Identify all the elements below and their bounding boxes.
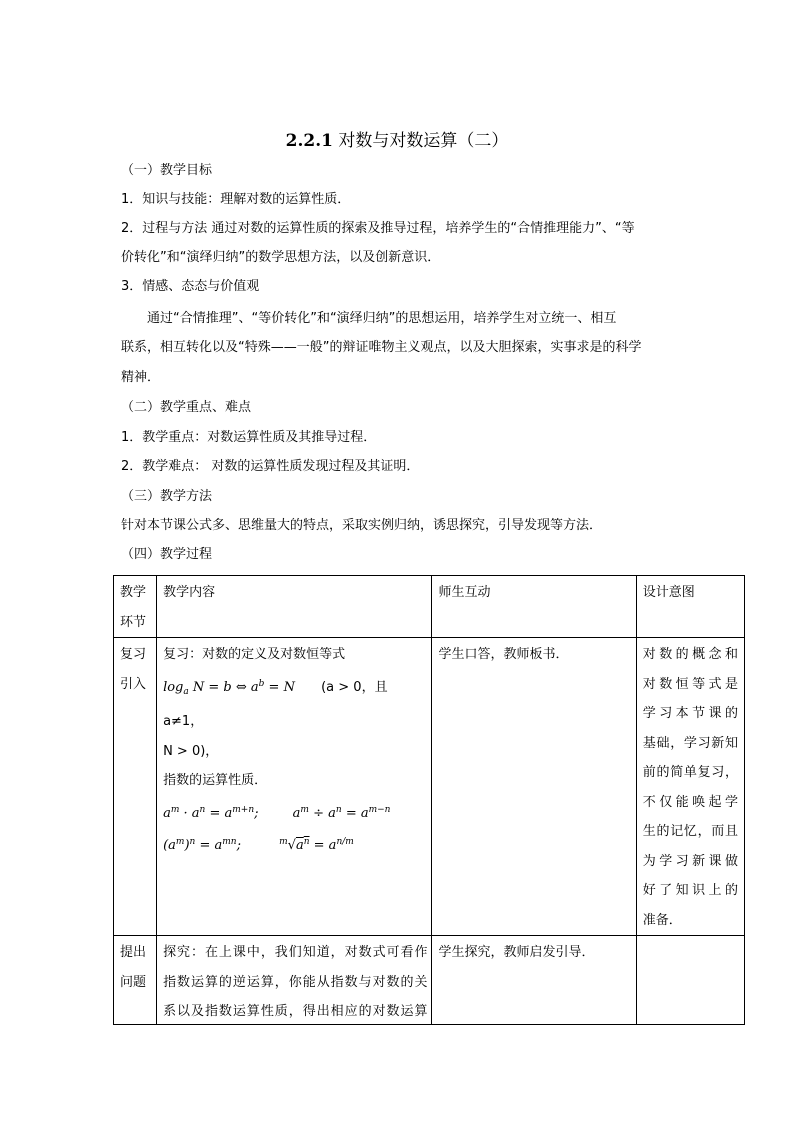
pose-stage-line-2: 问题 <box>120 974 147 990</box>
review-intent-line: 好了知识上的 <box>642 883 738 898</box>
focus-heading: （二）教学重点、难点 <box>121 400 252 415</box>
review-intent-line: 对数恒等式是 <box>642 676 738 692</box>
log-definition-formula <box>163 670 427 737</box>
pose-content-line: 指数运算的逆运算，你能从指数与对数的关 <box>163 974 428 990</box>
objective-3: 3．情感、态态与价值观 <box>121 279 260 294</box>
objective-2-line-2: 价转化”和“演绎归纳”的数学思想方法，以及创新意识． <box>121 250 441 265</box>
header-stage <box>114 576 157 638</box>
review-intent-line: 基础，学习新知 <box>642 735 738 751</box>
pose-intent-cell <box>636 936 744 1025</box>
review-intent-line: 学习本节课的 <box>642 706 738 721</box>
focus-2: 2．教学难点： 对数的运算性质发现过程及其证明． <box>121 459 420 474</box>
title-text: 对数与对数运算（二） <box>338 131 509 151</box>
log-condition: (a > 0，且 a≠1， <box>163 679 388 729</box>
review-interaction-text: 学生口答，教师板书． <box>438 647 569 662</box>
exponent-quotient-rule: $a^m \div a^n = a^{m-n}$ <box>292 804 391 821</box>
review-intent-line: 准备． <box>642 912 682 928</box>
review-intent-cell <box>636 638 744 936</box>
pose-content-cell <box>157 936 432 1025</box>
exponent-formula-row-1 <box>163 796 427 829</box>
log-definition-math: $\log_a N = b$ ⇔ $a^b = N$ <box>163 678 295 697</box>
header-intent <box>636 576 744 638</box>
exponent-power-rule: $(a^m)^n = a^{mn}$; <box>163 837 241 853</box>
review-intent-line: 为学习新课做 <box>642 853 738 869</box>
exponent-root-rule: $^m√a^n = a^{n/m}$ <box>279 837 354 853</box>
review-intent-line: 不仅能唤起学 <box>642 794 738 810</box>
pose-stage-cell <box>114 936 157 1025</box>
review-intent-line: 前的简单复习， <box>642 765 738 780</box>
exponent-product-rule: $a^m \cdot a^n = a^{m+n}$; <box>163 804 259 821</box>
review-intent-line: 生的记忆，而且 <box>642 824 738 839</box>
review-content-cell <box>157 638 432 936</box>
objective-3-para-line-2: 联系，相互转化以及“特殊——一般”的辩证唯物主义观点，以及大胆探索，实事求是的科学 <box>121 340 642 355</box>
header-interaction-label: 师生互动 <box>438 585 491 600</box>
objective-2-line-1: 2．过程与方法 通过对数的运算性质的探索及推导过程，培养学生的“合情推理能力”、“等 <box>121 221 635 236</box>
review-stage-line-2: 引入 <box>120 676 147 692</box>
process-heading: （四）教学过程 <box>121 547 213 562</box>
pose-content-line: 探究：在上课中，我们知道，对数式可看作 <box>163 945 428 960</box>
table-row <box>114 638 745 936</box>
pose-content-line: 系以及指数运算性质，得出相应的对数运算 <box>163 1004 428 1019</box>
method-text: 针对本节课公式多、思维量大的特点，采取实例归纳，诱思探究，引导发现等方法． <box>121 518 603 533</box>
review-interaction-cell <box>432 638 636 936</box>
log-condition-n: N > 0)， <box>163 743 219 759</box>
review-content-intro: 复习：对数的定义及对数恒等式 <box>163 647 346 662</box>
exponent-properties-label: 指数的运算性质． <box>163 773 268 788</box>
header-interaction <box>432 576 636 638</box>
header-stage-line-2: 环节 <box>120 614 147 630</box>
header-content <box>157 576 432 638</box>
focus-1: 1．教学重点：对数运算性质及其推导过程． <box>121 430 377 445</box>
pose-interaction-text: 学生探究，教师启发引导． <box>438 945 595 960</box>
header-content-label: 教学内容 <box>163 585 216 600</box>
review-intent-line: 对数的概念和 <box>642 647 738 662</box>
method-heading: （三）教学方法 <box>121 489 213 504</box>
pose-stage-line-1: 提出 <box>120 945 147 960</box>
pose-interaction-cell <box>432 936 636 1025</box>
objective-3-para-line-1: 通过“合情推理”、“等价转化”和“演绎归纳”的思想运用，培养学生对立统一、相互 <box>147 311 617 326</box>
lesson-process-table <box>113 575 745 1025</box>
review-stage-line-1: 复习 <box>120 647 147 662</box>
header-stage-line-1: 教学 <box>120 585 147 600</box>
table-header-row <box>114 576 745 638</box>
objectives-heading: （一）教学目标 <box>121 163 213 178</box>
objective-1: 1．知识与技能：理解对数的运算性质． <box>121 192 351 207</box>
page-title <box>0 126 794 151</box>
objective-3-para-line-3: 精神． <box>121 370 161 385</box>
exponent-formula-row-2 <box>163 828 427 861</box>
header-intent-label: 设计意图 <box>642 585 695 600</box>
table-row <box>114 936 745 1025</box>
review-stage-cell <box>114 638 157 936</box>
title-number: 2.2.1 <box>285 131 333 151</box>
